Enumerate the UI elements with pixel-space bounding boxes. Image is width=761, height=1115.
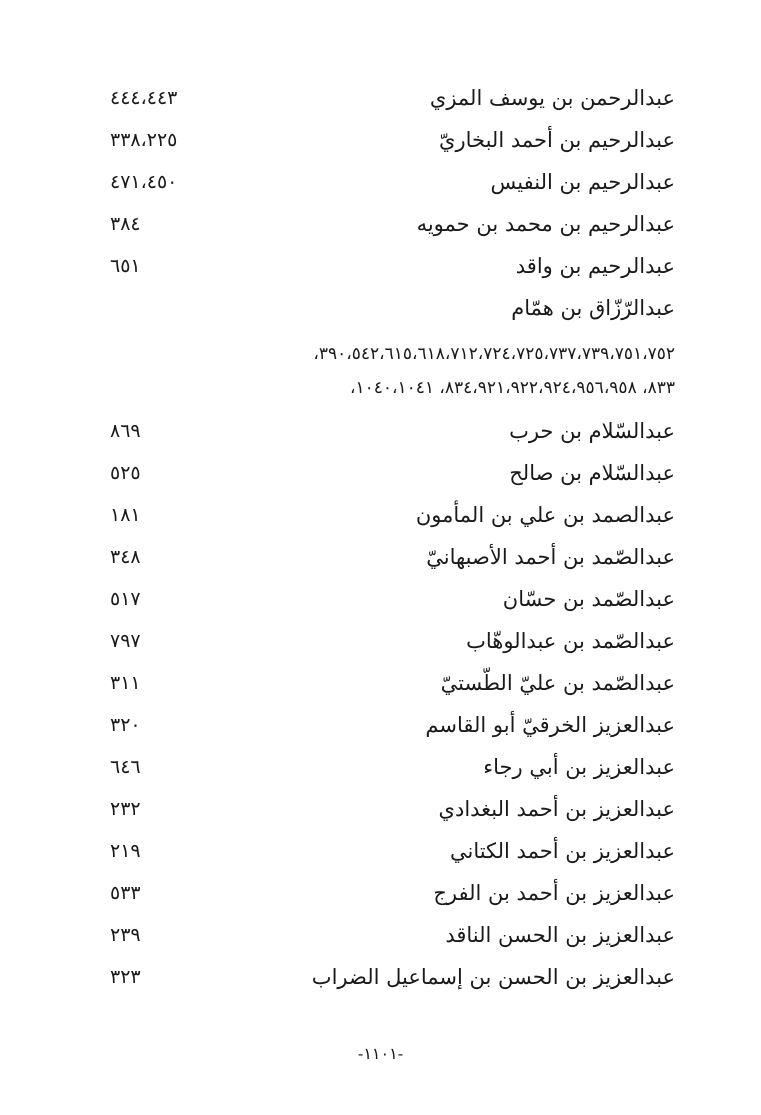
index-entry	[110, 959, 675, 995]
entry-pages-continued: ٨٣٣، ٨٣٤،٩٢١،٩٢٢،٩٢٤،٩٥٦،٩٥٨، ١٠٤٠،١٠٤١،	[349, 378, 675, 398]
entry-pages: ٣٢٠	[110, 714, 141, 736]
index-entry	[110, 80, 675, 116]
entry-pages: ٣٨٤	[110, 213, 141, 235]
entry-name: عبدالعزيز بن الحسن الناقد	[445, 923, 675, 947]
index-entry	[110, 749, 675, 785]
entry-name: عبدالرحيم بن النفيس	[490, 170, 675, 194]
index-entry	[110, 917, 675, 953]
entry-name: عبدالرّزّاق بن همّام	[511, 296, 675, 320]
entry-pages-continued: ٣٩٠،٥٤٢،٦١٥،٦١٨،٧١٢،٧٢٤،٧٢٥،٧٣٧،٧٣٩،٧٥١،٧٥٢،	[313, 344, 675, 364]
entry-pages: ٦٥١	[110, 255, 141, 277]
entry-pages: ٣٢٣	[110, 966, 141, 988]
entry-pages: ٨٦٩	[110, 420, 141, 442]
entry-pages: ٥٢٥	[110, 462, 141, 484]
entry-pages: ٢٣٩	[110, 924, 141, 946]
index-entry	[110, 164, 675, 200]
entry-pages: ٢٣٢	[110, 798, 141, 820]
entry-pages: ٥٣٣	[110, 882, 141, 904]
entry-name: عبدالعزيز بن أبي رجاء	[483, 755, 675, 779]
entry-name: عبدالرحيم بن أحمد البخاريّ	[439, 128, 675, 152]
entry-pages: ٣٤٨	[110, 546, 141, 568]
entry-name: عبدالرحمن بن يوسف المزي	[429, 86, 675, 110]
page-number: -١١٠١-	[357, 1044, 404, 1063]
entry-name: عبدالعزيز بن أحمد البغدادي	[438, 797, 675, 821]
entry-name: عبدالعزيز الخرقيّ أبو القاسم	[425, 713, 675, 737]
entry-pages: ٣٣٨،٢٢٥	[110, 129, 178, 151]
entry-name: عبدالصمد بن علي بن المأمون	[415, 503, 675, 527]
entry-name: عبدالسّلام بن حرب	[509, 419, 675, 443]
index-entry	[110, 581, 675, 617]
entry-pages: ٦٤٦	[110, 756, 141, 778]
index-entry	[110, 539, 675, 575]
entry-name: عبدالصّمد بن عليّ الطّستيّ	[440, 671, 675, 695]
index-entry	[110, 455, 675, 491]
entry-name: عبدالرحيم بن واقد	[515, 254, 675, 278]
entry-name: عبدالصّمد بن حسّان	[502, 587, 675, 611]
entry-name: عبدالرحيم بن محمد بن حمويه	[416, 212, 675, 236]
index-entry	[110, 122, 675, 158]
entry-name: عبدالصّمد بن أحمد الأصبهانيّ	[426, 545, 675, 569]
entry-pages: ٣١١	[110, 672, 141, 694]
index-entry	[110, 665, 675, 701]
entry-pages: ٤٤٤،٤٤٣	[110, 87, 178, 109]
entry-pages: ١٨١	[110, 504, 141, 526]
index-entry	[110, 623, 675, 659]
entry-name: عبدالعزيز بن أحمد بن الفرج	[433, 881, 675, 905]
index-entry	[110, 290, 675, 326]
entry-name: عبدالعزيز بن الحسن بن إسماعيل الضراب	[311, 965, 675, 989]
entry-pages: ٤٧١،٤٥٠	[110, 171, 178, 193]
entry-name: عبدالسّلام بن صالح	[509, 461, 675, 485]
entry-pages: ٥١٧	[110, 588, 141, 610]
index-entry	[110, 875, 675, 911]
index-entry	[110, 413, 675, 449]
entry-name: عبدالعزيز بن أحمد الكتاني	[449, 839, 675, 863]
index-entry	[110, 707, 675, 743]
index-entry	[110, 206, 675, 242]
entry-pages: ٢١٩	[110, 840, 141, 862]
index-entry	[110, 248, 675, 284]
index-entry	[110, 497, 675, 533]
index-entry	[110, 833, 675, 869]
entry-pages: ٧٩٧	[110, 630, 141, 652]
entry-name: عبدالصّمد بن عبدالوهّاب	[466, 629, 675, 653]
index-entry	[110, 791, 675, 827]
